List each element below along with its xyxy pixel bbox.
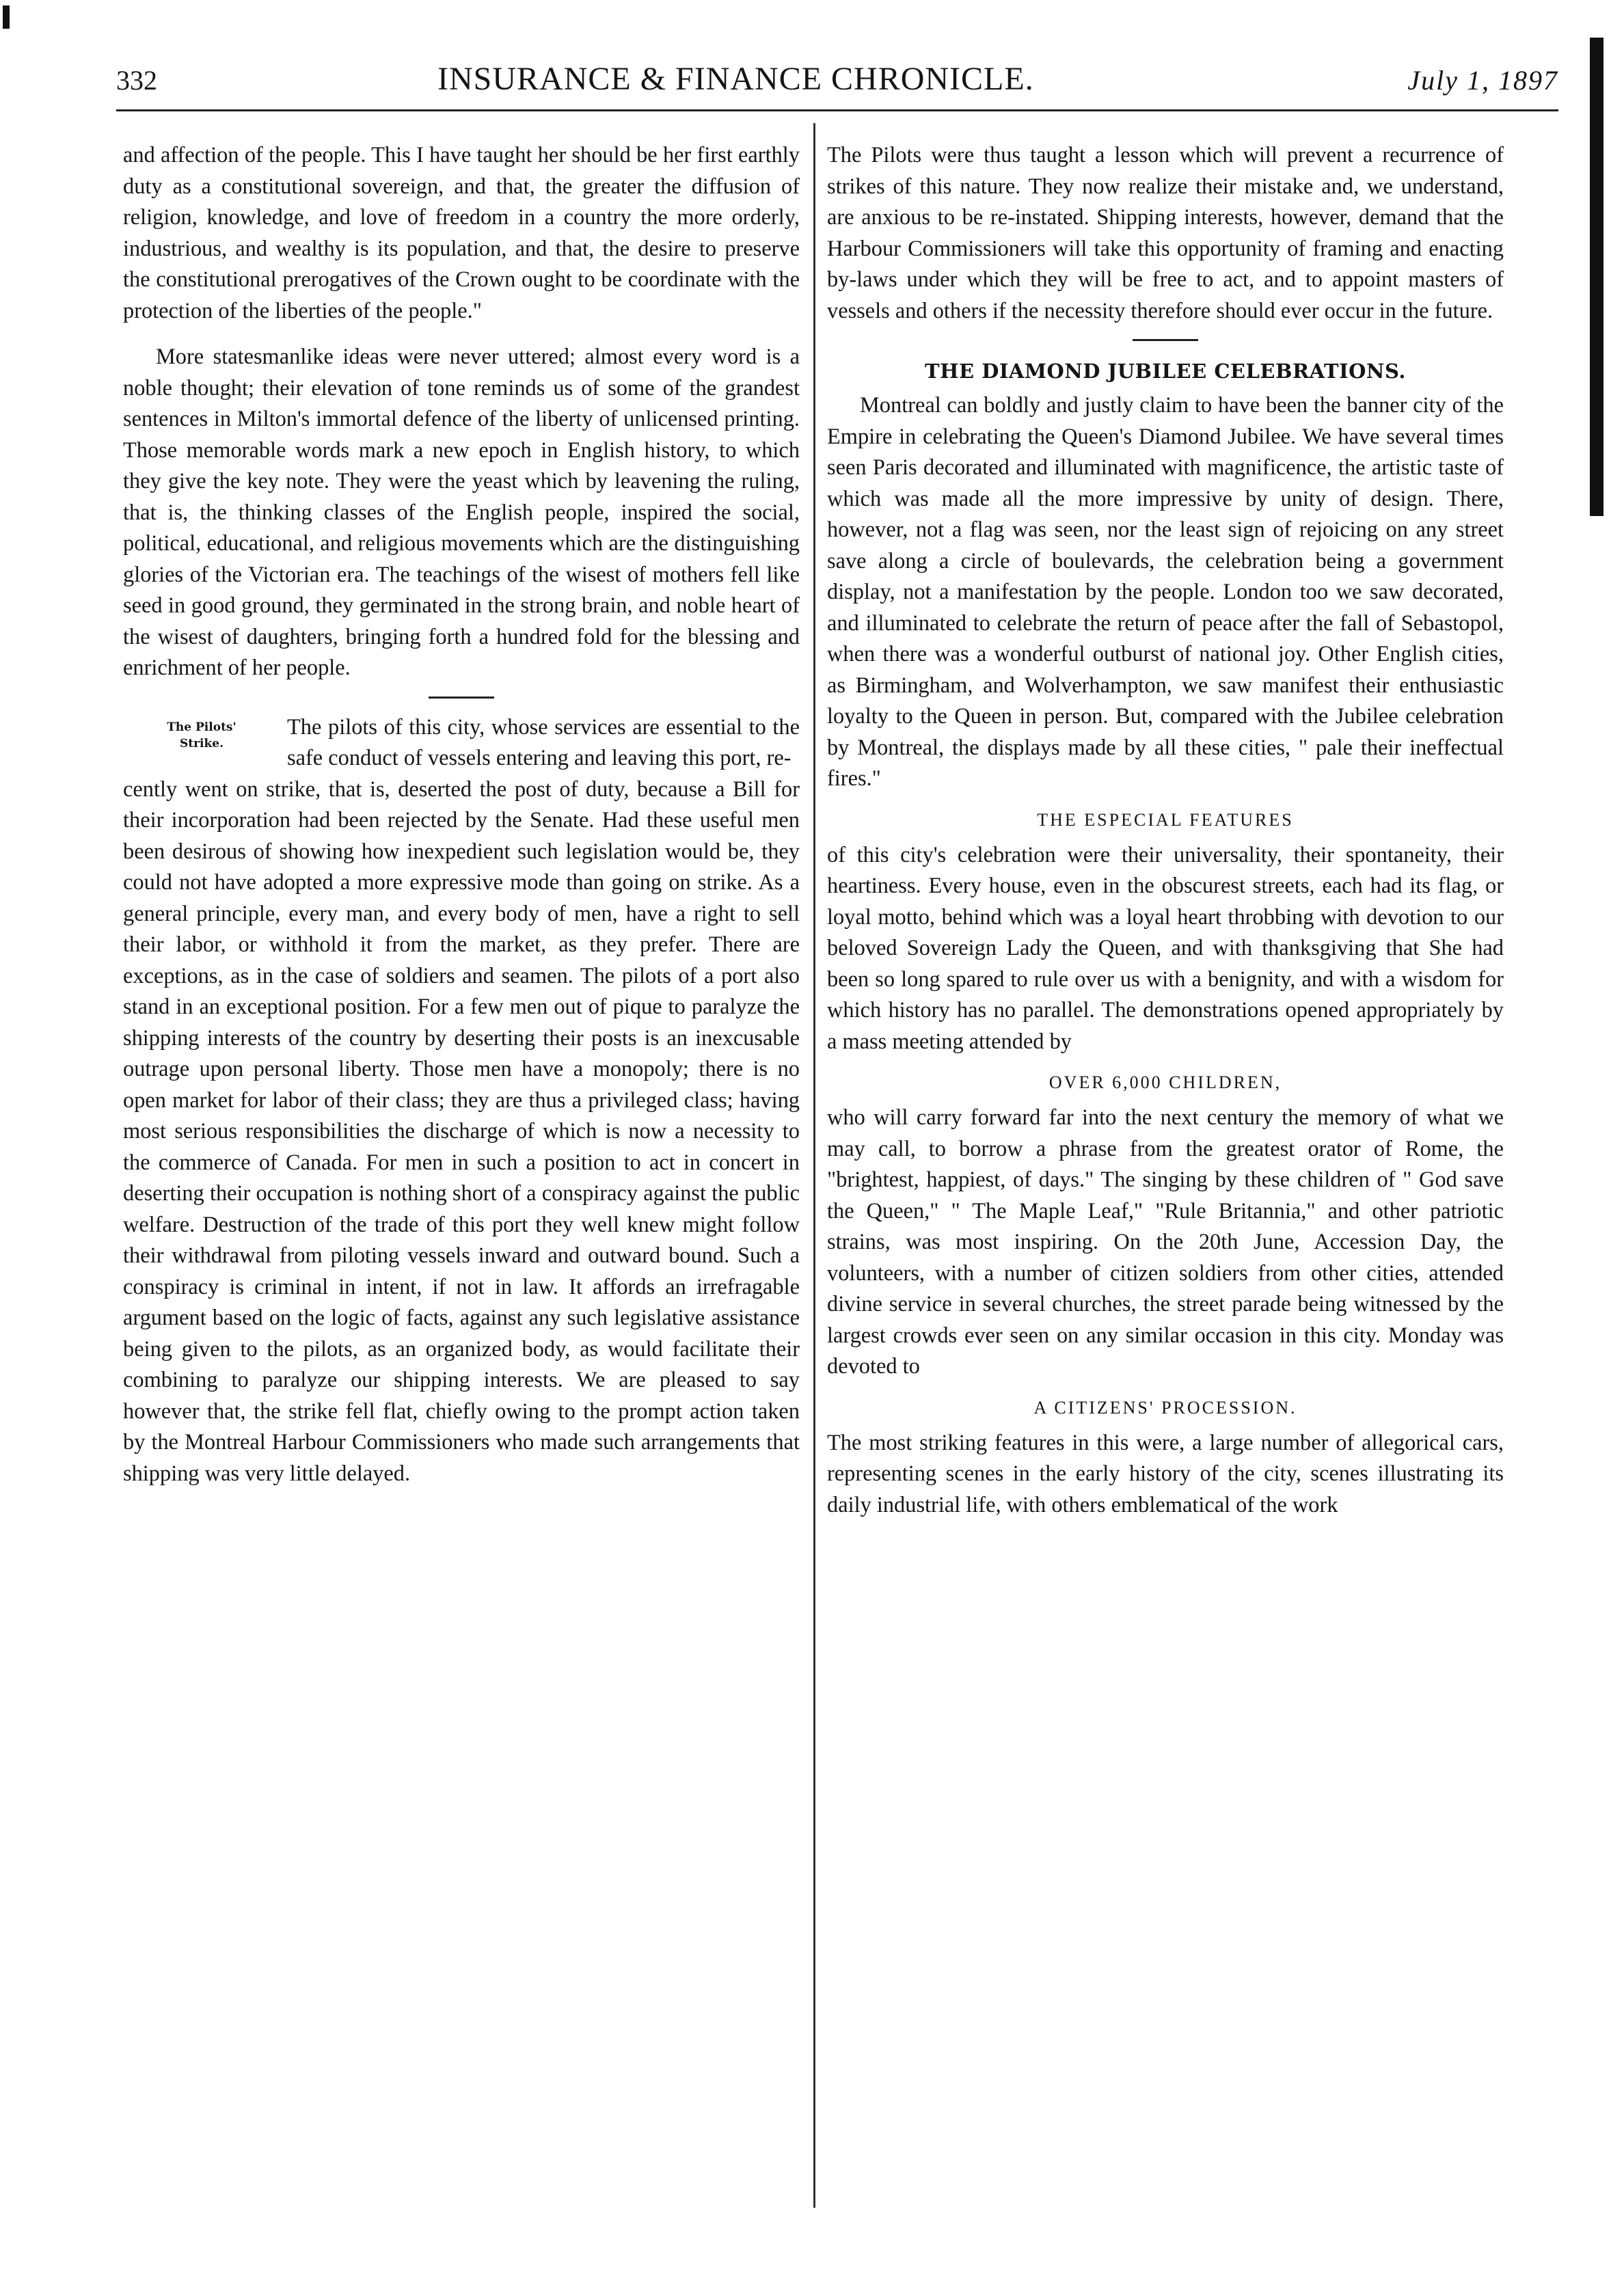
- pilots-strike-intro: [123, 712, 800, 774]
- scan-edge-bar: [1590, 38, 1603, 516]
- jubilee-paragraph-2: of this city's celebration were their universality, their spontaneity, their heartiness. Every house, even in the obscurest streets, each had its flag, or loyal motto, behind which was a loyal heart throbbing with devotion to our beloved Sovereign Lady the Queen, and with thanksgiving that She had been so long spared to rule over us with a benignity, and with a wisdom for which history has no parallel. The demonstrations opened appropriately by a mass meeting attended by: [827, 842, 1504, 1054]
- left-column: [123, 140, 800, 1489]
- right-paragraph-1: The Pilots were thus taught a lesson which will prevent a recurrence of strikes of this nature. They now realize their mistake and, we understand, are anxious to be re-instated. Shipping interests, however, demand that the Harbour Commissioners will take this opportunity of framing and enacting by-laws under which they will be free to act, and to appoint masters of vessels and others if the necessity therefore should ever occur in the future.: [827, 143, 1504, 323]
- header-rule: [116, 109, 1558, 111]
- right-column: [827, 140, 1504, 1521]
- page-number: 332: [116, 65, 157, 96]
- publication-title: INSURANCE & FINANCE CHRONICLE.: [437, 61, 1034, 97]
- subhead-children: OVER 6,000 CHILDREN,: [1048, 1072, 1282, 1092]
- jubilee-paragraph-1: Montreal can boldly and justly claim to have been the banner city of the Empire in celebrating the Queen's Diamond Jubilee. We have several times seen Paris decorated and illuminated with magnificence, the artistic taste of which was made all the more impressive by unity of design. There, however, not a flag was seen, nor the least sign of rejoicing on any street save along a circle of boulevards, the celebration being a government display, not a manifestation by the people. London too we saw decorated, and illuminated to celebrate the return of peace after the fall of Sebastopol, when there was a wonderful outburst of national joy. Other English cities, as Birmingham, and Wolverhampton, we saw manifest their enthusiastic loyalty to the Queen in person. But, compared with the Jubilee celebration by Montreal, the displays made by all these cities, " pale their ineffectual fires.": [827, 393, 1504, 791]
- jubilee-paragraph-4: The most striking features in this were, a large number of allegorical cars, representing scenes in the early history of the city, scenes illustrating its daily industrial life, with others emblematical of the work: [827, 1430, 1504, 1517]
- pilots-strike-intro-text: The pilots of this city, whose services are essential to the safe conduct of vessels entering and leaving this port, re-: [287, 714, 800, 770]
- left-paragraph-2: More statesmanlike ideas were never uttered; almost every word is a noble thought; their elevation of tone reminds us of some of the grandest sentences in Milton's immortal defence of the liberty of unlicensed printing. Those memorable words mark a new epoch in English history, to which they give the key note. They were the yeast which by leavening the ruling, that is, the thinking classes of the English people, inspired the social, political, educational, and religious movements which are the distinguishing glories of the Victorian era. The teachings of the wisest of mothers fell like seed in good ground, they germinated in the strong brain, and noble heart of the wisest of daughters, bringing forth a hundred fold for the blessing and enrichment of her people.: [123, 344, 800, 680]
- section-divider: [429, 697, 494, 699]
- section-title-jubilee: THE DIAMOND JUBILEE CELEBRATIONS.: [925, 360, 1406, 383]
- page-header: [116, 60, 1558, 108]
- jubilee-paragraph-3: who will carry forward far into the next century the memory of what we may call, to borrow a phrase from the greatest orator of Rome, the "brightest, happiest, of days." The singing by these children of " God save the Queen," " The Maple Leaf," "Rule Britannia," and other patriotic strains, was most inspiring. On the 20th June, Accession Day, the volunteers, with a number of citizen soldiers from other cities, attended divine service in several churches, the street parade being witnessed by the largest crowds ever seen on any similar occasion in this city. Monday was devoted to: [827, 1105, 1504, 1379]
- column-divider: [813, 123, 815, 2208]
- issue-date: July 1, 1897: [1407, 65, 1558, 96]
- side-heading-pilots-strike: The Pilots' Strike.: [167, 720, 236, 750]
- left-paragraph-1: and affection of the people. This I have taught her should be her first earthly duty as a constitutional sovereign, and that, the greater the diffusion of religion, knowledge, and love of freedom in a country the more orderly, industrious, and wealthy is its population, and that, the desire to preserve the constitutional prerogatives of the Crown ought to be coordinate with the protection of the liberties of the people.": [123, 143, 800, 323]
- section-divider-right: [1133, 339, 1198, 341]
- page-edge-mark: [3, 5, 10, 29]
- pilots-strike-body: cently went on strike, that is, deserted the post of duty, because a Bill for their incorporation had been rejected by the Senate. Had these useful men been desirous of showing how inexpedient such legislation would be, they could not have adopted a more expressive mode than going on strike. As a general principle, every man, and every body of men, have a right to sell their labor, or withhold it from the market, as they prefer. There are exceptions, as in the case of soldiers and seamen. The pilots of a port also stand in an exceptional position. For a few men out of pique to paralyze the shipping interests of the country by deserting their posts is an inexcusable outrage upon personal liberty. Those men have a monopoly; there is no open market for labor of their class; they are thus a privileged class; having most serious responsibilities the discharge of which is now a necessity to the commerce of Canada. For men in such a position to act in concert in deserting their occupation is nothing short of a conspiracy against the public welfare. Destruction of the trade of this port they well knew might follow their withdrawal from piloting vessels inward and outward bound. Such a conspiracy is criminal in intent, if not in law. It affords an irrefragable argument based on the logic of facts, against any such legislative assistance being given to the pilots, as an organized body, as would facilitate their combining to paralyze our shipping interests. We are pleased to say however that, the strike fell flat, chiefly owing to the prompt action taken by the Montreal Harbour Commissioners who made such arrangements that shipping was very little delayed.: [123, 776, 800, 1486]
- subhead-especial-features: THE ESPECIAL FEATURES: [1037, 809, 1294, 830]
- subhead-procession: A CITIZENS' PROCESSION.: [1033, 1397, 1297, 1418]
